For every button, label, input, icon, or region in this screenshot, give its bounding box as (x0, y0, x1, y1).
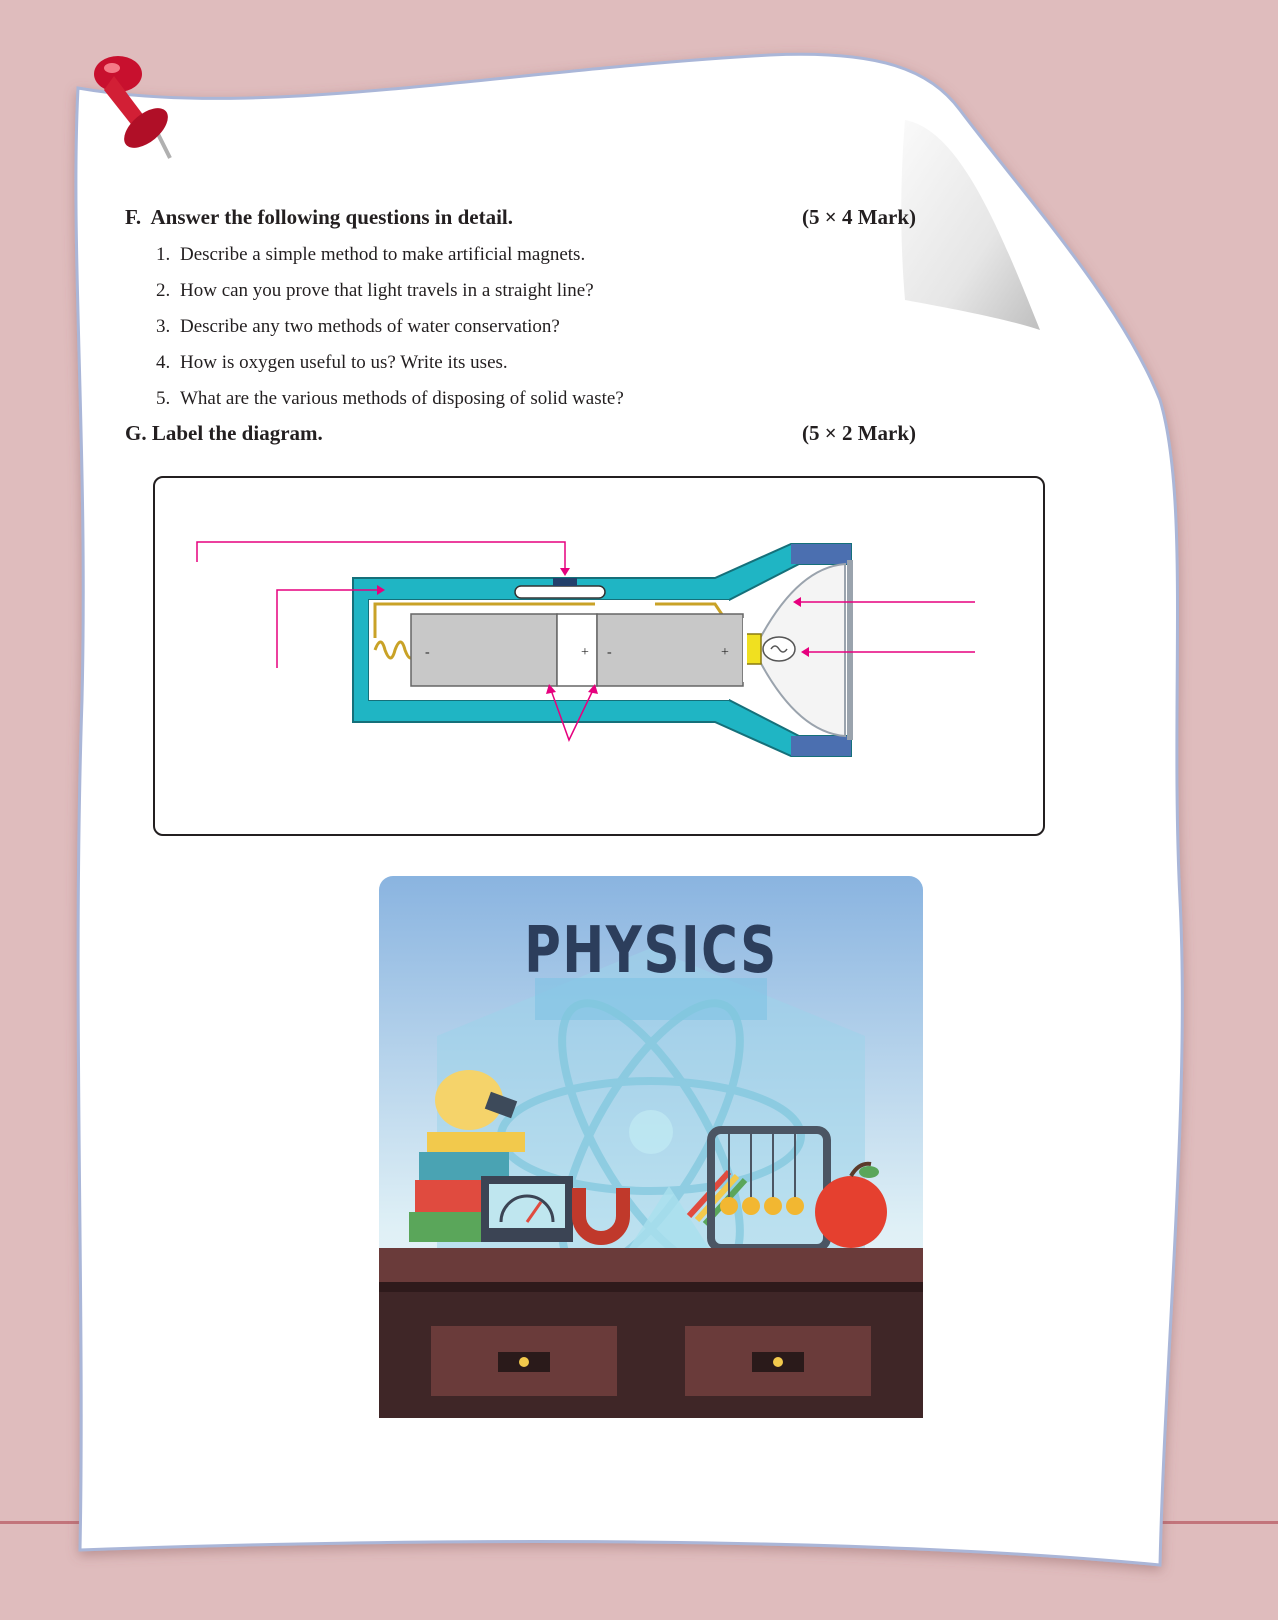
section-f-title: Answer the following questions in detail. (150, 205, 513, 229)
question-number: 3. (156, 316, 171, 337)
section-g-title: Label the diagram. (151, 421, 323, 445)
apple-icon (815, 1176, 887, 1248)
switch (515, 586, 605, 598)
poster-title: PHYSICS (524, 914, 778, 988)
question-5 (156, 388, 624, 410)
section-g-letter: G. (125, 421, 147, 445)
desk-top (379, 1248, 923, 1282)
question-1 (156, 244, 585, 266)
question-4 (156, 352, 508, 374)
question-text: Describe any two methods of water conservation? (180, 316, 560, 337)
battery-1 (411, 614, 557, 686)
question-text: How is oxygen useful to us? Write its uses. (180, 352, 508, 373)
arrowhead (560, 568, 570, 576)
question-number: 1. (156, 244, 171, 265)
section-g-heading (125, 421, 323, 446)
glass-lens (847, 560, 853, 740)
section-g-marks: (5 × 2 Mark) (802, 421, 917, 445)
push-pin-icon (84, 46, 204, 166)
question-text: What are the various methods of disposing of solid waste? (180, 388, 624, 409)
question-number: 5. (156, 388, 171, 409)
end-cap-top (791, 544, 851, 564)
battery-sign: + (721, 645, 729, 660)
book-icon (419, 1152, 509, 1180)
battery-1-terminal (557, 614, 597, 686)
question-text: Describe a simple method to make artificial magnets. (180, 244, 586, 265)
leader-line-switch (197, 542, 565, 572)
section-f-heading (125, 205, 513, 230)
section-f-marks: (5 × 4 Mark) (802, 205, 917, 229)
battery-sign: - (607, 645, 612, 660)
physics-poster (379, 876, 923, 1418)
question-text: How can you prove that light travels in a straight line? (180, 280, 594, 301)
question-number: 2. (156, 280, 171, 301)
battery-sign: - (425, 645, 430, 660)
battery-2-terminal (743, 618, 747, 682)
book-icon (427, 1132, 525, 1152)
question-2 (156, 280, 594, 302)
torch-diagram-box (153, 476, 1045, 836)
end-cap-bottom (791, 736, 851, 756)
torch-diagram (155, 478, 1043, 834)
switch-knob (553, 578, 577, 586)
section-f-letter: F. (125, 205, 142, 229)
battery-sign: + (581, 645, 589, 660)
question-3 (156, 316, 560, 338)
question-number: 4. (156, 352, 171, 373)
